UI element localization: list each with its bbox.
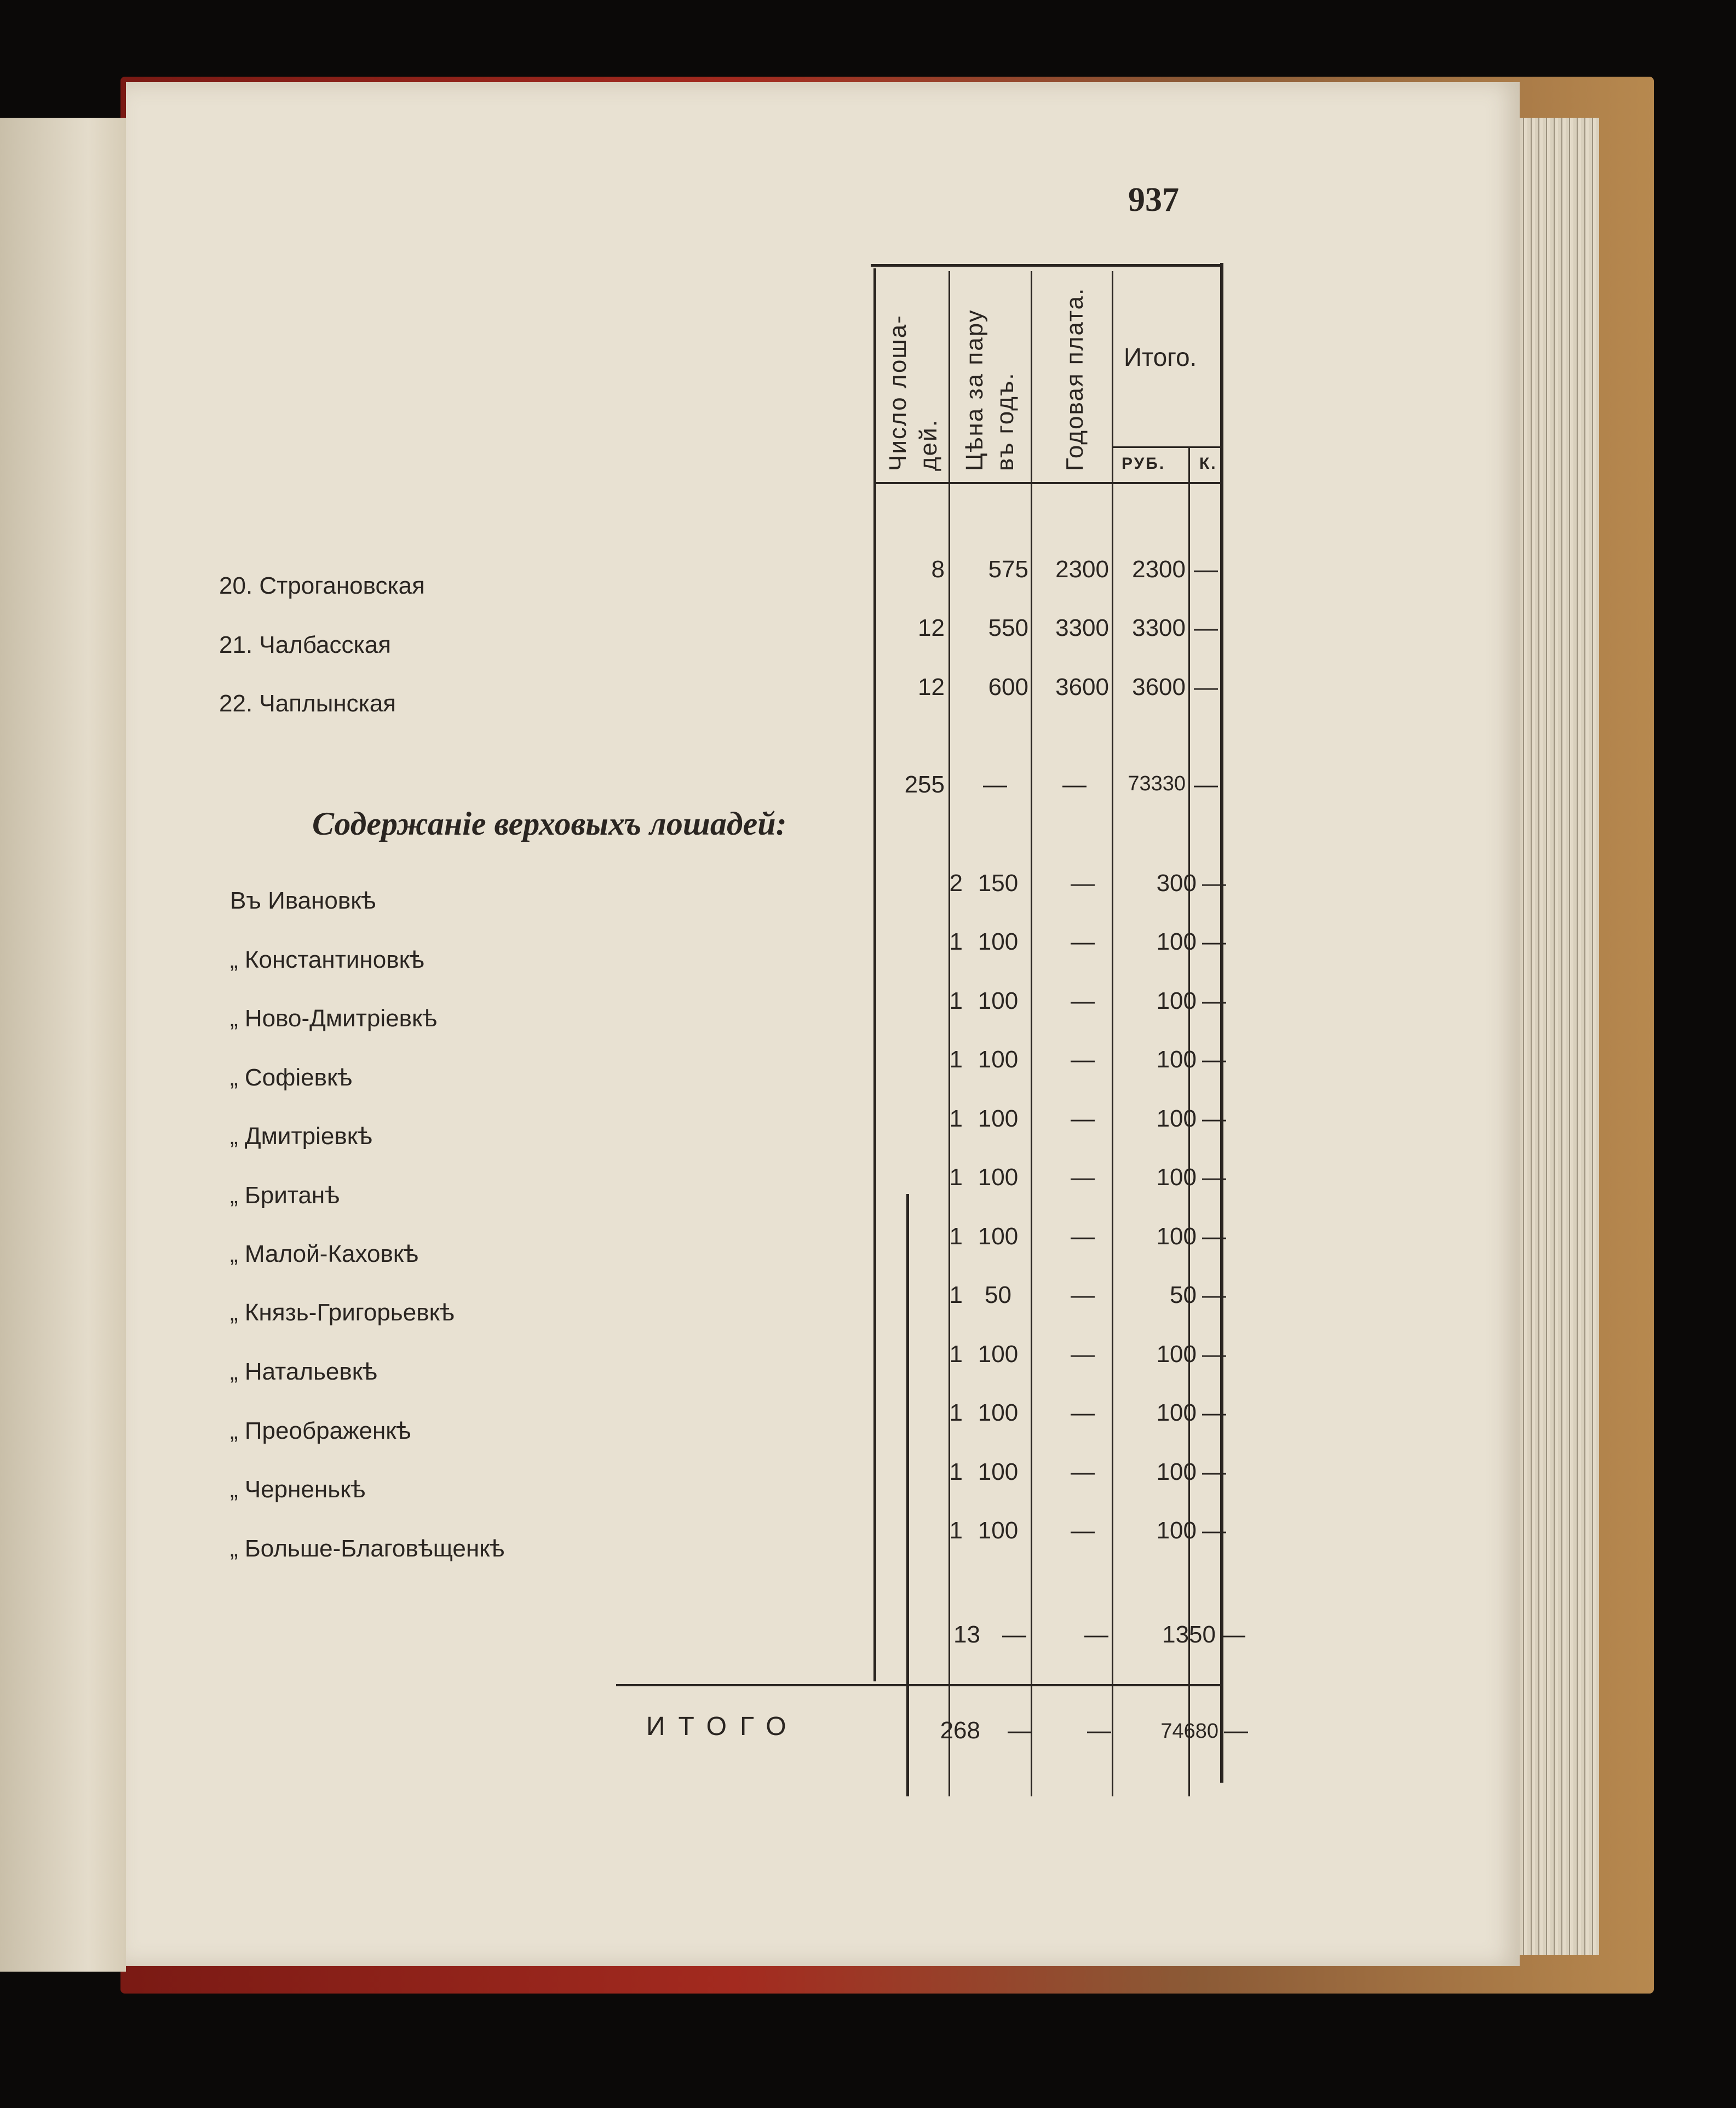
cell-total: 3600	[1132, 674, 1186, 700]
cell-horses: 8	[931, 556, 945, 583]
col-divider-3	[1112, 271, 1113, 1796]
cell-horses: 1	[949, 1341, 963, 1368]
grand-total-kop: —	[1224, 1717, 1248, 1744]
cell-kop: —	[1202, 1341, 1226, 1368]
cell-total: 100	[1156, 1458, 1197, 1485]
cell-kop: —	[1202, 1458, 1226, 1485]
cell-price: 550	[988, 614, 1028, 641]
cell-horses: 1	[949, 1282, 963, 1308]
cell-kop: —	[1194, 674, 1218, 700]
cell-horses: 1	[949, 1223, 963, 1250]
cell-price: 100	[978, 1046, 1019, 1073]
cell-horses: 12	[918, 614, 945, 641]
cell-price: 100	[978, 1341, 1019, 1368]
cell-kop: —	[1202, 870, 1226, 897]
cell-annual: —	[1071, 1458, 1095, 1485]
cell-horses: 1	[949, 1046, 963, 1073]
cell-price: 100	[978, 1223, 1019, 1250]
cell-price: 100	[978, 987, 1019, 1014]
header-annual-pay: Годовая плата.	[1061, 287, 1088, 471]
cell-price: 575	[988, 556, 1028, 583]
subtotal-horses: 255	[904, 771, 945, 798]
row-label: „ Константиновкѣ	[230, 946, 424, 973]
cell-total: 100	[1156, 1046, 1197, 1073]
cell-total: 50	[1170, 1282, 1197, 1308]
cell-horses: 1	[949, 928, 963, 955]
cell-horses: 1	[949, 1517, 963, 1544]
grand-total-label: ИТОГО	[646, 1712, 800, 1741]
table-right-border	[1220, 263, 1223, 1783]
cell-kop: —	[1202, 1105, 1226, 1132]
row-label: „ Дмитріевкѣ	[230, 1123, 372, 1150]
cell-total: 100	[1156, 1223, 1197, 1250]
page-edges	[1520, 118, 1599, 1955]
grand-total-total: 74680	[1160, 1720, 1218, 1743]
cell-price: 50	[985, 1282, 1011, 1308]
cell-kop: —	[1202, 1399, 1226, 1426]
cell-total: 100	[1156, 928, 1197, 955]
cell-annual: —	[1071, 1399, 1095, 1426]
cell-annual: —	[1071, 1223, 1095, 1250]
col-divider-1	[949, 271, 950, 1796]
cell-horses: 12	[918, 674, 945, 700]
page-number: 937	[1128, 181, 1179, 219]
row-label: 20. Строгановская	[219, 572, 425, 599]
subtotal-total: 73330	[1128, 772, 1186, 795]
cell-horses: 1	[949, 1458, 963, 1485]
cell-price: 600	[988, 674, 1028, 700]
cell-annual: —	[1071, 1105, 1095, 1132]
cell-annual: —	[1071, 987, 1095, 1014]
header-total: Итого.	[1124, 343, 1197, 371]
cell-annual: —	[1071, 1341, 1095, 1368]
row-label: „ Малой-Каховкѣ	[230, 1240, 419, 1267]
subtotal-price: —	[983, 771, 1007, 798]
cell-kop: —	[1202, 1282, 1226, 1308]
grand-total-horses: 268	[940, 1717, 980, 1744]
cell-annual: —	[1071, 1282, 1095, 1308]
row-label: „ Британѣ	[230, 1182, 340, 1209]
subtotal-annual: —	[1084, 1621, 1108, 1648]
subtotal-annual: —	[1062, 771, 1087, 798]
header-horses: Число лоша- дей.	[884, 314, 942, 471]
cell-annual: 2300	[1055, 556, 1109, 583]
cell-total: 100	[1156, 1517, 1197, 1544]
section-title: Содержаніе верховыхъ лошадей:	[312, 806, 787, 842]
cell-kop: —	[1202, 987, 1226, 1014]
row-label: „ Натальевкѣ	[230, 1358, 377, 1385]
cell-horses: 1	[949, 1399, 963, 1426]
cell-kop: —	[1194, 556, 1218, 583]
cell-total: 3300	[1132, 614, 1186, 641]
row-label: „ Ново-Дмитріевкѣ	[230, 1005, 438, 1032]
header-bottom-rule	[876, 482, 1221, 484]
row-label: „ Преображенкѣ	[230, 1417, 411, 1444]
cell-kop: —	[1202, 1046, 1226, 1073]
subtotal-kop: —	[1221, 1621, 1245, 1648]
cell-kop: —	[1194, 614, 1218, 641]
cell-annual: —	[1071, 1164, 1095, 1191]
cell-annual: —	[1071, 1046, 1095, 1073]
cell-annual: —	[1071, 928, 1095, 955]
row-label: „ Больше-Благовѣщенкѣ	[230, 1535, 505, 1562]
cell-price: 100	[978, 1458, 1019, 1485]
row-label: „ Князь-Григорьевкѣ	[230, 1299, 455, 1326]
subtotal-price: —	[1002, 1621, 1026, 1648]
header-rub: РУБ.	[1122, 455, 1166, 473]
cell-price: 150	[978, 870, 1019, 897]
cell-annual: —	[1071, 1517, 1095, 1544]
cell-price: 100	[978, 928, 1019, 955]
grand-total-annual: —	[1087, 1717, 1111, 1744]
cell-price: 100	[978, 1517, 1019, 1544]
subtotal-kop: —	[1194, 771, 1218, 798]
row-label: „ Софіевкѣ	[230, 1064, 353, 1091]
header-price-pair: Цѣна за пару въ годъ.	[961, 309, 1019, 471]
table-top-rule	[871, 264, 1221, 267]
cell-annual: 3600	[1055, 674, 1109, 700]
grand-total-rule	[616, 1684, 1221, 1686]
cell-total: 100	[1156, 1341, 1197, 1368]
cell-total: 100	[1156, 1105, 1197, 1132]
cell-annual: —	[1071, 870, 1095, 897]
row-label: „ Черненькѣ	[230, 1476, 366, 1503]
cell-total: 100	[1156, 1399, 1197, 1426]
cell-horses: 2	[949, 870, 963, 897]
total-subhead-rule	[1112, 446, 1221, 448]
cell-annual: 3300	[1055, 614, 1109, 641]
grand-total-price: —	[1008, 1717, 1032, 1744]
header-kop: К.	[1199, 455, 1217, 473]
cell-price: 100	[978, 1164, 1019, 1191]
table-left-border	[873, 268, 876, 1681]
row-label: 21. Чалбасская	[219, 631, 392, 658]
cell-total: 100	[1156, 987, 1197, 1014]
cell-kop: —	[1202, 1517, 1226, 1544]
cell-horses: 1	[949, 1164, 963, 1191]
cell-horses: 1	[949, 1105, 963, 1132]
subtotal-horses: 13	[953, 1621, 980, 1648]
cell-kop: —	[1202, 928, 1226, 955]
row-label: 22. Чаплынская	[219, 690, 396, 717]
cell-price: 100	[978, 1399, 1019, 1426]
cell-total: 100	[1156, 1164, 1197, 1191]
subtotal-total: 1350	[1162, 1621, 1216, 1648]
row-label: Въ Ивановкѣ	[230, 887, 376, 914]
cell-total: 2300	[1132, 556, 1186, 583]
cell-kop: —	[1202, 1164, 1226, 1191]
col-divider-2	[1031, 271, 1032, 1796]
left-page	[0, 118, 126, 1972]
cell-total: 300	[1156, 870, 1197, 897]
cell-price: 100	[978, 1105, 1019, 1132]
cell-horses: 1	[949, 987, 963, 1014]
cell-kop: —	[1202, 1223, 1226, 1250]
